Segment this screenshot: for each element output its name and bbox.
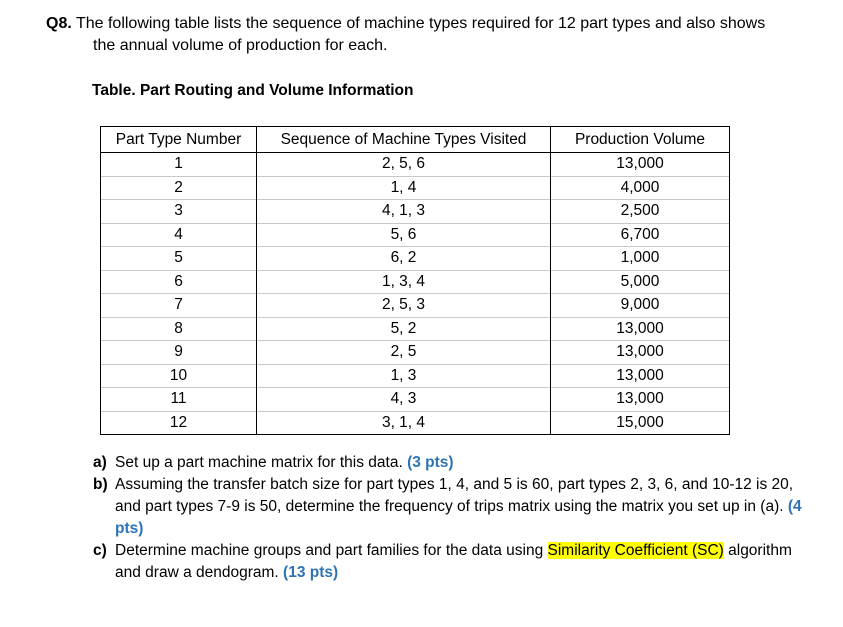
sequence-cell: 5, 2 (257, 317, 551, 341)
question-text-line1: The following table lists the sequence of machine types required for 12 part types and also shows (75, 15, 766, 32)
part-cell: 9 (101, 341, 257, 365)
header-part-type-number: Part Type Number (101, 127, 257, 153)
volume-cell: 13,000 (551, 153, 730, 177)
sequence-cell: 1, 3 (257, 364, 551, 388)
table-row (101, 388, 730, 412)
part-routing-table (100, 126, 730, 435)
subquestion-b-points: (4 pts) (115, 498, 802, 537)
volume-cell: 5,000 (551, 270, 730, 294)
table-row (101, 176, 730, 200)
sequence-cell: 4, 1, 3 (257, 200, 551, 224)
volume-cell: 4,000 (551, 176, 730, 200)
table-row (101, 364, 730, 388)
header-sequence: Sequence of Machine Types Visited (257, 127, 551, 153)
subquestion-c (93, 540, 805, 584)
part-cell: 10 (101, 364, 257, 388)
highlighted-term: Similarity Coefficient (SC) (547, 542, 724, 559)
sequence-cell: 2, 5 (257, 341, 551, 365)
table-row (101, 247, 730, 271)
subquestion-a-label: a) (93, 454, 107, 471)
table-row (101, 294, 730, 318)
subquestion-list (93, 452, 805, 584)
volume-cell: 1,000 (551, 247, 730, 271)
subquestion-a-points: (3 pts) (407, 454, 454, 471)
subquestion-a (93, 452, 805, 474)
sequence-cell: 1, 4 (257, 176, 551, 200)
table-row (101, 341, 730, 365)
table-row (101, 411, 730, 435)
part-cell: 11 (101, 388, 257, 412)
volume-cell: 6,700 (551, 223, 730, 247)
subquestion-b (93, 474, 805, 540)
sequence-cell: 1, 3, 4 (257, 270, 551, 294)
part-cell: 12 (101, 411, 257, 435)
table-row (101, 200, 730, 224)
volume-cell: 13,000 (551, 364, 730, 388)
volume-cell: 13,000 (551, 388, 730, 412)
table-row (101, 270, 730, 294)
subquestion-c-label: c) (93, 542, 107, 559)
question-text-line2: the annual volume of production for each. (93, 37, 388, 54)
part-cell: 2 (101, 176, 257, 200)
subquestion-c-text-before: Determine machine groups and part families for the data using (115, 542, 544, 559)
sequence-cell: 6, 2 (257, 247, 551, 271)
question-number: Q8. (46, 15, 72, 32)
part-cell: 7 (101, 294, 257, 318)
volume-cell: 13,000 (551, 341, 730, 365)
part-cell: 3 (101, 200, 257, 224)
part-cell: 1 (101, 153, 257, 177)
sequence-cell: 5, 6 (257, 223, 551, 247)
sequence-cell: 3, 1, 4 (257, 411, 551, 435)
sequence-cell: 2, 5, 3 (257, 294, 551, 318)
header-production-volume: Production Volume (551, 127, 730, 153)
subquestion-c-points: (13 pts) (283, 564, 339, 581)
volume-cell: 13,000 (551, 317, 730, 341)
sequence-cell: 4, 3 (257, 388, 551, 412)
subquestion-a-text: Set up a part machine matrix for this data. (115, 454, 403, 471)
table-caption: Table. Part Routing and Volume Information (92, 82, 414, 99)
subquestion-b-text: Assuming the transfer batch size for part types 1, 4, and 5 is 60, part types 2, 3, 6, and 10-12 is 20, and part types 7-9 is 50, determine the frequency of trips matrix using the matrix you set up in (a). (115, 476, 794, 515)
table-row (101, 223, 730, 247)
table-header-row (101, 127, 730, 153)
part-cell: 4 (101, 223, 257, 247)
volume-cell: 9,000 (551, 294, 730, 318)
part-cell: 8 (101, 317, 257, 341)
subquestion-b-label: b) (93, 476, 108, 493)
part-cell: 6 (101, 270, 257, 294)
part-cell: 5 (101, 247, 257, 271)
question-text (46, 13, 826, 57)
table-row (101, 153, 730, 177)
table-row (101, 317, 730, 341)
subquestion-c-text-after: algorithm and draw a dendogram. (115, 542, 792, 581)
volume-cell: 15,000 (551, 411, 730, 435)
sequence-cell: 2, 5, 6 (257, 153, 551, 177)
volume-cell: 2,500 (551, 200, 730, 224)
